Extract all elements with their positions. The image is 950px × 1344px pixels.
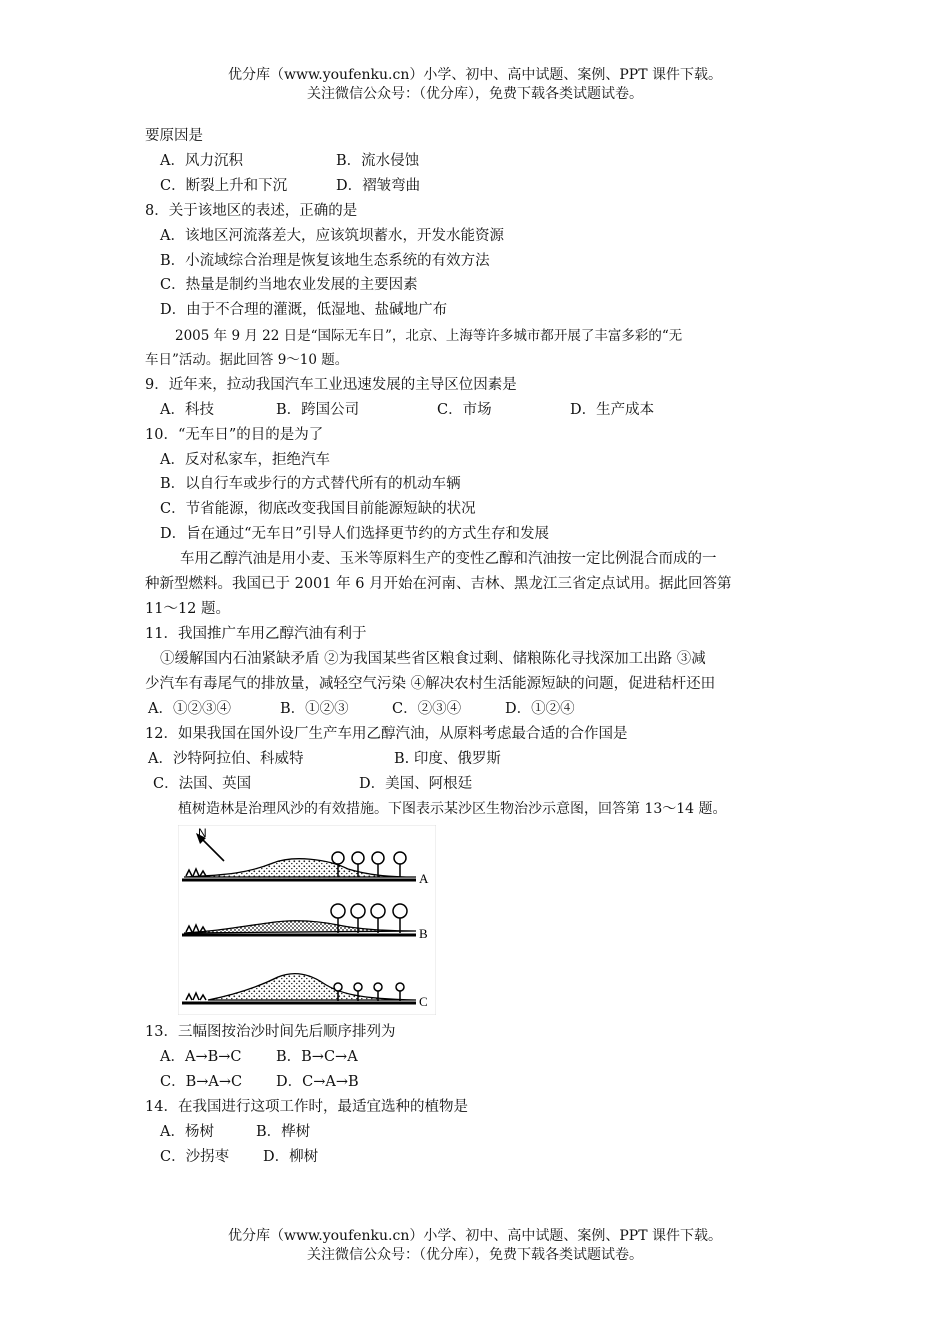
q11-option-c: C．②③④ [392, 701, 462, 717]
q7-option-d: D．褶皱弯曲 [336, 178, 421, 194]
intro9-line-1: 2005 年 9 月 22 日是“国际无车日”，北京、上海等许多城市都开展了丰富多彩的“无 [175, 328, 683, 344]
intro11-line-3: 11～12 题。 [145, 601, 231, 617]
q12-option-d: D．美国、阿根廷 [359, 776, 473, 792]
q8-stem: 8．关于该地区的表述，正确的是 [145, 203, 358, 219]
q11-statement-line-1: ①缓解国内石油紧缺矛盾 ②为我国某些省区粮食过剩、储粮陈化寻找深加工出路 ③减 [160, 651, 706, 667]
intro13-line-1: 植树造林是治理风沙的有效措施。下图表示某沙区生物治沙示意图，回答第 13～14 题。 [178, 801, 727, 817]
panel-label-b: B [419, 926, 428, 941]
header-line-2: 关注微信公众号：（优分库），免费下载各类试题试卷。 [307, 86, 643, 102]
q14-option-a: A．杨树 [160, 1124, 214, 1140]
panel-label-c: C [419, 994, 428, 1009]
q8-option-c: C．热量是制约当地农业发展的主要因素 [160, 277, 418, 293]
q8-option-d: D．由于不合理的灌溉，低湿地、盐碱地广布 [160, 302, 448, 318]
q7-option-b: B．流水侵蚀 [336, 153, 420, 169]
q14-option-b: B．桦树 [256, 1124, 311, 1140]
q7-option-c: C．断裂上升和下沉 [160, 178, 288, 194]
q7-stem-tail: 要原因是 [145, 128, 203, 144]
panel-label-a: A [419, 871, 429, 886]
q12-option-c: C．法国、英国 [153, 776, 252, 792]
q10-option-a: A．反对私家车，拒绝汽车 [160, 452, 330, 468]
q10-stem: 10．“无车日”的目的是为了 [145, 427, 324, 443]
q10-option-c: C．节省能源，彻底改变我国目前能源短缺的状况 [160, 501, 476, 517]
q13-option-a: A．A→B→C [160, 1049, 242, 1065]
q10-option-d: D．旨在通过“无车日”引导人们选择更节约的方式生存和发展 [160, 526, 549, 542]
north-label: N [198, 826, 207, 840]
q13-option-d: D．C→A→B [276, 1074, 359, 1090]
q8-option-a: A．该地区河流落差大，应该筑坝蓄水，开发水能资源 [160, 228, 504, 244]
q13-option-c: C．B→A→C [160, 1074, 243, 1090]
q9-option-c: C．市场 [437, 402, 492, 418]
q9-option-d: D．生产成本 [570, 402, 655, 418]
q8-option-b: B．小流域综合治理是恢复该地生态系统的有效方法 [160, 253, 490, 269]
q11-option-a: A．①②③④ [148, 701, 231, 717]
intro11-line-2: 种新型燃料。我国已于 2001 年 6 月开始在河南、吉林、黑龙江三省定点试用。据此回答第 [145, 576, 732, 592]
q9-stem: 9．近年来，拉动我国汽车工业迅速发展的主导区位因素是 [145, 377, 517, 393]
sand-control-diagram [178, 825, 436, 1015]
q13-option-b: B．B→C→A [276, 1049, 358, 1065]
q12-stem: 12．如果我国在国外设厂生产车用乙醇汽油，从原料考虑最合适的合作国是 [145, 726, 628, 742]
q9-option-b: B．跨国公司 [276, 402, 360, 418]
header-line-1: 优分库（www.youfenku.cn）小学、初中、高中试题、案例、PPT 课件下载。 [227, 67, 722, 83]
intro11-line-1: 车用乙醇汽油是用小麦、玉米等原料生产的变性乙醇和汽油按一定比例混合而成的一 [180, 551, 717, 567]
q7-option-a: A．风力沉积 [160, 153, 243, 169]
q11-option-b: B．①②③ [280, 701, 349, 717]
q11-option-d: D．①②④ [505, 701, 575, 717]
footer-line-1: 优分库（www.youfenku.cn）小学、初中、高中试题、案例、PPT 课件下载。 [227, 1228, 722, 1244]
q10-option-b: B．以自行车或步行的方式替代所有的机动车辆 [160, 476, 461, 492]
q12-option-a: A．沙特阿拉伯、科威特 [148, 751, 304, 767]
footer-line-2: 关注微信公众号：（优分库），免费下载各类试题试卷。 [307, 1247, 643, 1263]
q14-option-d: D．柳树 [263, 1149, 319, 1165]
q12-option-b: B. 印度、俄罗斯 [394, 751, 501, 767]
q13-stem: 13．三幅图按治沙时间先后顺序排列为 [145, 1024, 396, 1040]
intro9-line-2: 车日”活动。据此回答 9～10 题。 [145, 352, 349, 368]
q11-stem: 11．我国推广车用乙醇汽油有利于 [145, 626, 367, 642]
q11-statement-line-2: 少汽车有毒尾气的排放量，减轻空气污染 ④解决农村生活能源短缺的问题，促进秸杆还田 [145, 676, 716, 692]
q9-option-a: A．科技 [160, 402, 214, 418]
q14-stem: 14．在我国进行这项工作时，最适宜选种的植物是 [145, 1099, 468, 1115]
q14-option-c: C．沙拐枣 [160, 1149, 230, 1165]
